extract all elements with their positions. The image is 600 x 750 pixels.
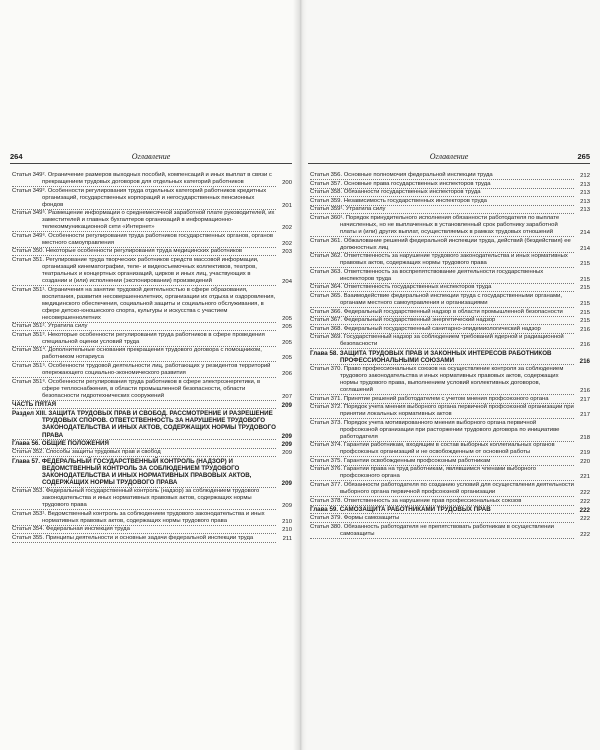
toc-entry-title: Статья 349³. Особенности регулирования труда отдельных категорий работников кредитных организаций, государственных корпораций и негосударственных пенсионных фондов (12, 188, 276, 210)
toc-entry-title: Глава 59. САМОЗАЩИТА РАБОТНИКАМИ ТРУДОВЫХ ПРАВ (310, 506, 574, 514)
toc-entry (310, 466, 590, 481)
toc-entry-page: 222 (580, 498, 590, 505)
toc-entry-page: 216 (580, 326, 590, 333)
toc-entry-page: 214 (580, 229, 590, 236)
toc-entry (310, 269, 590, 284)
toc-entry-page: 222 (580, 516, 590, 523)
toc-entry-page: 210 (282, 518, 292, 525)
toc-entry (12, 526, 292, 534)
toc-entry-title: Глава 56. ОБЩИЕ ПОЛОЖЕНИЯ (12, 440, 276, 448)
toc-entry (310, 350, 590, 365)
toc-entry (310, 172, 590, 180)
right-page-header (308, 152, 590, 164)
toc-entry-page: 218 (580, 434, 590, 441)
toc-entry-title: Раздел XIII. ЗАЩИТА ТРУДОВЫХ ПРАВ И СВОБОД. РАССМОТРЕНИЕ И РАЗРЕШЕНИЕ ТРУДОВЫХ СПОРОВ. ОТВЕТСТВЕННОСТЬ ЗА НАРУШЕНИЕ ТРУДОВОГО ЗАКОНОДАТЕЛЬСТВА И ИНЫХ АКТОВ, СОДЕРЖАЩИХ НОРМЫ ТРУДОВОГО ПРАВА (12, 409, 276, 439)
toc-entry-page: 209 (282, 450, 292, 457)
toc-entry-title: Статья 365. Взаимодействие федеральной инспекции труда с государственными органами, органами местного самоуправления и организациями (310, 293, 574, 308)
left-page-header (10, 152, 292, 164)
left-header-title: Оглавление (131, 152, 171, 161)
toc-entry-title: Статья 359¹. Утратила силу (310, 206, 574, 214)
toc-entry (12, 257, 292, 286)
toc-entry-title: Статья 349². Ограничение размеров выходных пособий, компенсаций и иных выплат в связи с прекращением трудовых договоров для отдельных категорий работников (12, 172, 276, 187)
left-header-rule (10, 163, 292, 164)
toc-entry-page: 205 (282, 315, 292, 322)
toc-entry-title: ЧАСТЬ ПЯТАЯ (12, 401, 276, 409)
toc-entry-page: 215 (580, 285, 590, 292)
toc-entry (12, 172, 292, 187)
toc-entry-title: Статья 379. Формы самозащиты (310, 515, 574, 523)
toc-entry-page: 214 (580, 245, 590, 252)
toc-entry-page: 219 (580, 450, 590, 457)
toc-entry-title: Статья 367. Федеральный государственный энергетический надзор (310, 317, 574, 325)
toc-entry-title: Статья 370. Право профессиональных союзов на осуществление контроля за соблюдением трудового законодательства и иных нормативных правовых актов, содержащих нормы трудового права, выполнением условий коллективных договоров, соглашений (310, 366, 574, 395)
toc-entry-page: 209 (281, 480, 292, 488)
toc-entry-title: Статья 353¹. Ведомственный контроль за соблюдением трудового законодательства и иных нормативных правовых актов, содержащих нормы трудового права (12, 511, 276, 526)
toc-entry (310, 293, 590, 308)
toc-entry-page: 207 (282, 393, 292, 400)
toc-entry-title: Статья 351⁶. Особенности регулирования труда работников в сфере электроэнергетики, в сфере теплоснабжения, в области промышленной безопасности, области безопасности гидротехнических сооружений (12, 379, 276, 401)
toc-entry-page: 210 (282, 527, 292, 534)
toc-entry-page: 216 (580, 342, 590, 349)
toc-entry (12, 188, 292, 210)
toc-entry-page: 213 (580, 181, 590, 188)
toc-entry-title: Статья 355. Принципы деятельности и основные задачи федеральной инспекции труда (12, 535, 276, 543)
toc-entry-page: 213 (580, 198, 590, 205)
toc-entry (12, 488, 292, 510)
toc-entry (12, 210, 292, 232)
toc-entry-page: 222 (579, 507, 590, 515)
toc-entry (310, 524, 590, 539)
toc-entry-title: Статья 351⁵. Особенности трудовой деятельности лиц, работающих у резидентов территорий опережающего социально-экономического развития (12, 363, 276, 378)
toc-entry-title: Статья 363. Ответственность за воспрепятствование деятельности государственных инспекторов труда (310, 269, 574, 284)
toc-entry (310, 206, 590, 214)
toc-entry-title: Статья 356. Основные полномочия федеральной инспекции труда (310, 172, 574, 180)
toc-entry (310, 215, 590, 237)
toc-entry-title: Статья 369. Государственный надзор за соблюдением требований ядерной и радиационной безопасности (310, 334, 574, 349)
toc-entry-title: Статья 374. Гарантии работникам, входящим в состав выборных коллегиальных органов профсоюзных организаций и не освобожденным от основной работы (310, 442, 574, 457)
toc-entry-page: 215 (580, 309, 590, 316)
toc-entry (310, 284, 590, 292)
toc-entry-title: Статья 352. Способы защиты трудовых прав и свобод (12, 449, 276, 457)
right-header-rule (308, 163, 590, 164)
toc-entry-page: 215 (580, 300, 590, 307)
toc-entry-page: 209 (281, 402, 292, 410)
toc-entry (12, 363, 292, 378)
toc-entry (310, 334, 590, 349)
toc-entry (310, 317, 590, 325)
toc-entry-page: 211 (282, 535, 292, 542)
toc-entry-page: 202 (282, 225, 292, 232)
right-toc (310, 172, 590, 539)
toc-entry-title: Статья 377. Обязанности работодателя по созданию условий для осуществления деятельности выборного органа первичной профсоюзной организации (310, 482, 574, 496)
toc-entry-page: 222 (580, 490, 590, 497)
toc-entry (12, 248, 292, 256)
toc-entry (310, 420, 590, 442)
toc-entry-page: 212 (580, 173, 590, 179)
toc-entry-title: Статья 360¹. Порядок принудительного исполнения обязанности работодателя по выплате начисленных, но не выплаченных в установленный срок работнику заработной платы и (или) других выплат, осуществляемых в рамках трудовых отношений (310, 215, 574, 237)
toc-entry-page: 217 (580, 396, 590, 403)
toc-entry-title: Глава 57. ФЕДЕРАЛЬНЫЙ ГОСУДАРСТВЕННЫЙ КОНТРОЛЬ (НАДЗОР) И ВЕДОМСТВЕННЫЙ КОНТРОЛЬ ЗА СОБЛЮДЕНИЕМ ТРУДОВОГО ЗАКОНОДАТЕЛЬСТВА И ИНЫХ НОРМАТИВНЫХ ПРАВОВЫХ АКТОВ, СОДЕРЖАЩИХ НОРМЫ ТРУДОВОГО ПРАВА (12, 458, 276, 488)
toc-entry (12, 323, 292, 331)
toc-entry (310, 238, 590, 253)
right-page (300, 0, 600, 750)
toc-entry (310, 506, 590, 514)
toc-entry-page: 201 (282, 202, 292, 209)
toc-entry-title: Статья 349⁵. Размещение информации о среднемесячной заработной плате руководителей, их заместителей и главных бухгалтеров организаций в информационно-телекоммуникационной сети «Интернет» (12, 210, 275, 231)
toc-entry (12, 535, 292, 543)
toc-entry-title: Статья 350. Некоторые особенности регулирования труда медицинских работников (12, 248, 276, 256)
toc-entry-title: Статья 353. Федеральный государственный контроль (надзор) за соблюдением трудового законодательства и иных нормативных правовых актов, содержащих нормы трудового права (12, 488, 276, 510)
toc-entry (310, 198, 590, 206)
toc-entry-title: Статья 362. Ответственность за нарушение трудового законодательства и иных нормативных правовых актов, содержащих нормы трудового права (310, 253, 574, 268)
toc-entry (310, 326, 590, 334)
toc-entry-page: 221 (580, 474, 590, 481)
toc-entry-title: Статья 351². Утратила силу (12, 323, 276, 331)
toc-entry-title: Статья 373. Порядок учета мотивированного мнения выборного органа первичной профсоюзной организации при расторжении трудового договора по инициативе работодателя (310, 420, 574, 442)
toc-entry (310, 366, 590, 395)
left-toc (12, 172, 292, 544)
toc-entry-page: 216 (580, 387, 590, 394)
toc-entry (12, 379, 292, 401)
toc-entry-title: Статья 380. Обязанность работодателя не препятствовать работникам в осуществлении самозащиты (310, 524, 574, 539)
toc-entry (310, 498, 590, 506)
toc-entry-title: Статья 357. Основные права государственных инспекторов труда (310, 181, 574, 189)
toc-entry-page: 209 (281, 441, 292, 449)
toc-entry-page: 215 (580, 318, 590, 325)
toc-entry-title: Статья 371. Принятие решений работодателем с учетом мнения профсоюзного органа (310, 396, 574, 404)
toc-entry (12, 440, 292, 448)
toc-entry-page: 205 (282, 339, 292, 346)
toc-entry (12, 332, 292, 347)
toc-entry (310, 189, 590, 197)
toc-entry-title: Статья 375. Гарантии освобожденным профсоюзным работникам (310, 458, 574, 466)
toc-entry-page: 213 (580, 190, 590, 197)
toc-entry-page: 213 (580, 207, 590, 214)
toc-entry-title: Статья 372. Порядок учета мнения выборного органа первичной профсоюзной организации при принятии локальных нормативных актов (310, 404, 574, 418)
toc-entry-page: 200 (282, 180, 292, 186)
toc-entry-page: 222 (580, 531, 590, 538)
right-header-title: Оглавление (429, 152, 469, 161)
toc-entry-page: 204 (282, 278, 292, 285)
toc-entry-title: Статья 351¹. Ограничения на занятие трудовой деятельностью в сфере образования, воспитания, развития несовершеннолетних, организации их отдыха и оздоровления, медицинского обеспечения, социальной защиты и социального обслуживания, в сфере детско-юношеского спорта, культуры и искусства с участием несовершеннолетних (12, 286, 276, 321)
toc-entry-title: Статья 366. Федеральный государственный надзор в области промышленной безопасности (310, 309, 574, 317)
toc-entry-page: 206 (282, 370, 292, 377)
toc-entry-page: 205 (282, 324, 292, 331)
toc-entry-page: 217 (580, 412, 590, 419)
toc-entry-title: Статья 376. Гарантии права на труд работникам, являвшимся членами выборного профсоюзного органа (310, 466, 574, 481)
toc-entry-title: Статья 351³. Некоторые особенности регулирования труда работников в сфере проведения специальной оценки условий труда (12, 332, 276, 347)
toc-entry (12, 449, 292, 457)
toc-entry-page: 220 (580, 458, 590, 465)
toc-entry-page: 209 (281, 432, 292, 440)
toc-entry-title: Статья 378. Ответственность за нарушение прав профессиональных союзов (310, 498, 574, 506)
left-page-number: 264 (10, 152, 23, 161)
toc-entry (12, 287, 292, 323)
toc-entry-page: 216 (579, 358, 590, 366)
toc-entry (310, 442, 590, 457)
toc-entry (310, 396, 590, 404)
toc-entry-title: Глава 58. ЗАЩИТА ТРУДОВЫХ ПРАВ И ЗАКОННЫХ ИНТЕРЕСОВ РАБОТНИКОВ ПРОФЕССИОНАЛЬНЫМИ СОЮЗАМИ (310, 350, 574, 365)
toc-entry (310, 309, 590, 317)
toc-entry (310, 515, 590, 523)
toc-entry-page: 202 (282, 240, 292, 247)
right-page-number: 265 (577, 152, 590, 161)
toc-entry-title: Статья 368. Федеральный государственный санитарно-эпидемиологический надзор (310, 326, 574, 334)
toc-entry-title: Статья 361. Обжалование решений федеральной инспекции труда, действий (бездействия) ее должностных лиц (310, 238, 574, 253)
toc-entry-title: Статья 359. Независимость государственных инспекторов труда (310, 198, 574, 206)
toc-entry (310, 458, 590, 466)
toc-entry (12, 347, 292, 362)
toc-entry (310, 404, 590, 419)
toc-entry-page: 209 (282, 503, 292, 510)
toc-entry (12, 233, 292, 248)
toc-entry (310, 253, 590, 268)
toc-entry-title: Статья 358. Обязанности государственных инспекторов труда (310, 189, 574, 197)
toc-entry (12, 401, 292, 409)
toc-entry (310, 482, 590, 497)
toc-entry (12, 410, 292, 440)
toc-entry-page: 205 (282, 355, 292, 362)
toc-entry (12, 458, 292, 488)
book-gutter-shadow (293, 0, 307, 750)
toc-entry (12, 511, 292, 526)
toc-entry (310, 181, 590, 189)
toc-entry-page: 215 (580, 276, 590, 283)
toc-entry-title: Статья 349⁶. Особенности регулирования труда работников государственных органов, органов местного самоуправления (12, 233, 276, 248)
toc-entry-title: Статья 351. Регулирование труда творческих работников средств массовой информации, организаций кинематографии, теле- и видеосъемочных коллективов, театров, театральных и концертных организаций, цирков и иных лиц, участвующих в создании и (или) исполнении (экспонировании) произведений (12, 257, 276, 286)
toc-entry-page: 203 (282, 249, 292, 256)
toc-entry-title: Статья 364. Ответственность государственных инспекторов труда (310, 284, 574, 292)
toc-entry-title: Статья 354. Федеральная инспекция труда (12, 526, 276, 534)
toc-entry-title: Статья 351⁴. Дополнительные основания прекращения трудового договора с помощником, работником нотариуса (12, 347, 276, 362)
toc-entry-page: 215 (580, 261, 590, 268)
